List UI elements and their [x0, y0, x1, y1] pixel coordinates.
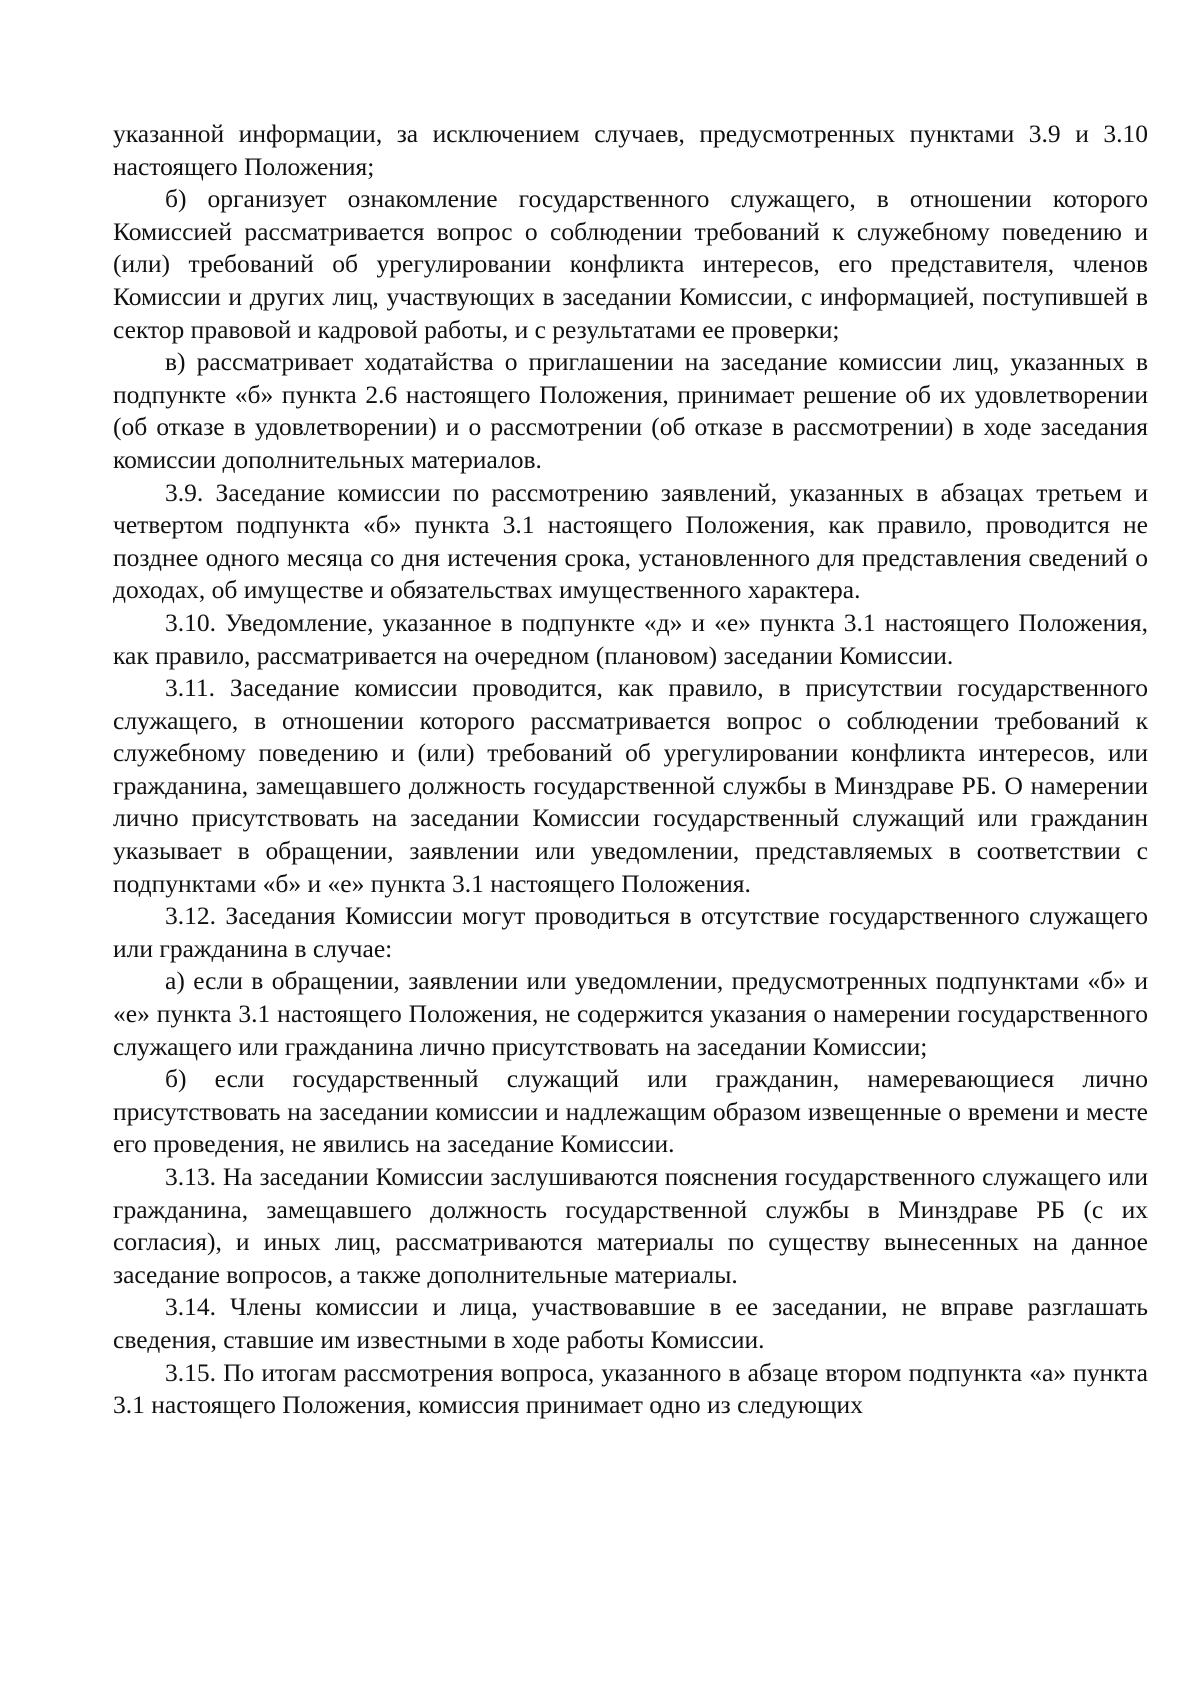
paragraph-3-12-b: б) если государственный служащий или гражданин, намеревающиеся лично присутствовать на заседании комиссии и надлежащим образом извещенные о времени и месте его проведения, не явились на заседание Комиссии.: [113, 1064, 1148, 1159]
paragraph-item-v-petitions: в) рассматривает ходатайства о приглашении на заседание комиссии лиц, указанных в подпункте «б» пункта 2.6 настоящего Положения, принимает решение об их удовлетворении (об отказе в удовлетворении) и о рассмотрении (об отказе в рассмотрении) в ходе заседания комиссии дополнительных материалов.: [113, 347, 1148, 474]
paragraph-3-14: 3.14. Члены комиссии и лица, участвовавшие в ее заседании, не вправе разглашать сведения, ставшие им известными в ходе работы Комиссии.: [113, 1292, 1148, 1354]
paragraph-3-12: 3.12. Заседания Комиссии могут проводиться в отсутствие государственного служащего или гражданина в случае:: [113, 901, 1148, 963]
paragraph-3-9: 3.9. Заседание комиссии по рассмотрению заявлений, указанных в абзацах третьем и четвертом подпункта «б» пункта 3.1 настоящего Положения, как правило, проводится не позднее одного месяца со дня истечения срока, установленного для представления сведений о доходах, об имуществе и обязательствах имущественного характера.: [113, 477, 1148, 605]
paragraph-3-11: 3.11. Заседание комиссии проводится, как правило, в присутствии государственного служащего, в отношении которого рассматривается вопрос о соблюдении требований к служебному поведению и (или) требований об урегулировании конфликта интересов, или гражданина, замещавшего должность государственной службы в Минздраве РБ. О намерении лично присутствовать на заседании Комиссии государственный служащий или гражданин указывает в обращении, заявлении или уведомлении, представляемых в соответствии с подпунктами «б» и «е» пункта 3.1 настоящего Положения.: [113, 673, 1148, 898]
paragraph-3-13: 3.13. На заседании Комиссии заслушиваются пояснения государственного служащего или гражданина, замещавшего должность государственной службы в Минздраве РБ (с их согласия), и иных лиц, рассматриваются материалы по существу вынесенных на данное заседание вопросов, а также дополнительные материалы.: [113, 1162, 1148, 1289]
paragraph-item-b-familiarization: б) организует ознакомление государственного служащего, в отношении которого Комиссией рассматривается вопрос о соблюдении требований к служебному поведению и (или) требований об урегулировании конфликта интересов, его представителя, членов Комиссии и других лиц, участвующих в заседании Комиссии, с информацией, поступившей в сектор правовой и кадровой работы, и с результатами ее проверки;: [113, 184, 1148, 344]
paragraph-3-12-a: а) если в обращении, заявлении или уведомлении, предусмотренных подпунктами «б» и «е» пункта 3.1 настоящего Положения, не содержится указания о намерении государственного служащего или гражданина лично присутствовать на заседании Комиссии;: [113, 966, 1148, 1061]
paragraph-3-10: 3.10. Уведомление, указанное в подпункте «д» и «е» пункта 3.1 настоящего Положения, как правило, рассматривается на очередном (плановом) заседании Комиссии.: [113, 607, 1148, 670]
paragraph-continuation: указанной информации, за исключением случаев, предусмотренных пунктами 3.9 и 3.10 настоящего Положения;: [113, 119, 1148, 181]
paragraph-3-15: 3.15. По итогам рассмотрения вопроса, указанного в абзаце втором подпункта «а» пункта 3.1 настоящего Положения, комиссия принимает одно из следующих: [113, 1357, 1148, 1420]
document-page: [113, 118, 1148, 1422]
